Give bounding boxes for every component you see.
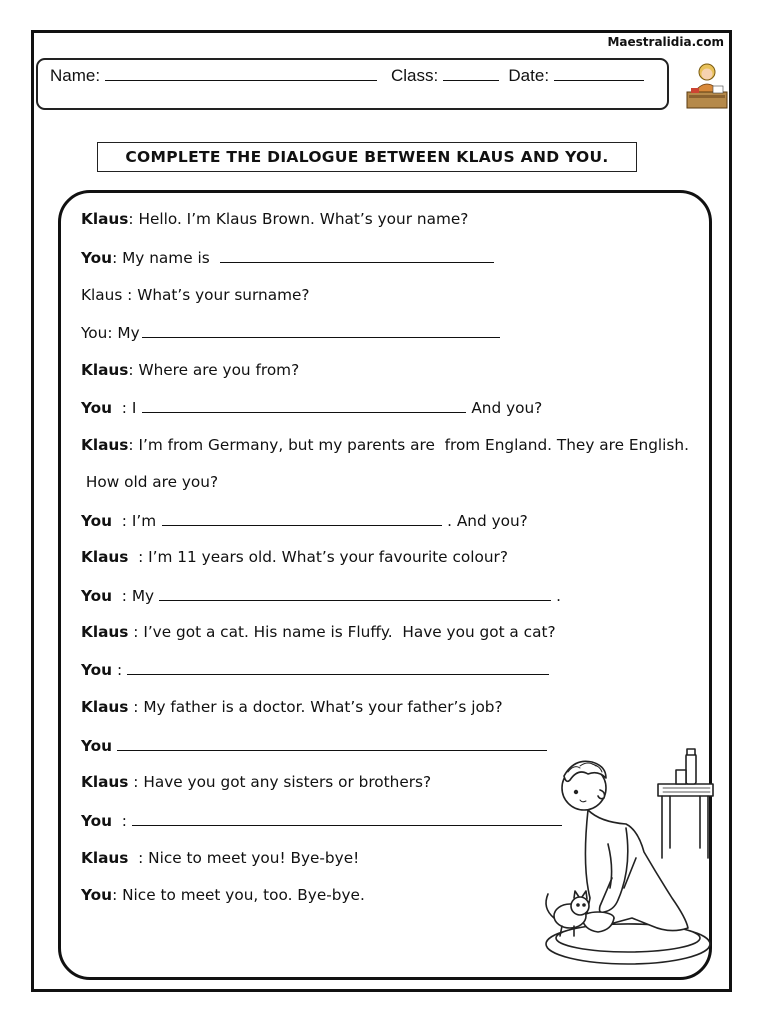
speaker-name: Klaus [81, 849, 129, 867]
speaker-name: Klaus [81, 623, 129, 641]
dialogue-text: Klaus : What’s your surname? [81, 286, 310, 304]
answer-blank[interactable] [117, 736, 547, 751]
dialogue-line [81, 436, 689, 454]
class-label: Class: [390, 66, 439, 85]
dialogue-text: Nice to meet you! Bye-bye! [148, 849, 360, 867]
speaker-name: You [81, 587, 113, 605]
name-blank[interactable] [105, 66, 377, 81]
dialogue-line [81, 586, 561, 605]
dialogue-line [81, 849, 359, 867]
speaker-name: You [81, 661, 113, 679]
dialogue-line [81, 736, 547, 755]
speaker-separator: : [128, 698, 144, 716]
speaker-separator: : [128, 210, 139, 228]
dialogue-line [81, 361, 299, 379]
dialogue-text: Have you got any sisters or brothers? [143, 773, 432, 791]
dialogue-line [81, 660, 549, 679]
speaker-name: You [81, 812, 113, 830]
dialogue-text-after: . And you? [447, 512, 528, 530]
answer-blank[interactable] [142, 323, 500, 338]
dialogue-line [81, 548, 508, 566]
dialogue-text: My father is a doctor. What’s your father’s job? [143, 698, 503, 716]
speaker-name: You [81, 249, 113, 267]
answer-blank[interactable] [162, 511, 442, 526]
speaker-separator: : [128, 623, 144, 641]
dialogue-text: Nice to meet you, too. Bye-bye. [122, 886, 365, 904]
speaker-name: Klaus [81, 773, 129, 791]
speaker-separator: : [128, 436, 139, 454]
site-credit: Maestralidia.com [607, 35, 724, 49]
dialogue-text: I’m from Germany, but my parents are from England. They are English. [138, 436, 689, 454]
speaker-name: Klaus [81, 361, 129, 379]
dialogue-text-after: . [556, 587, 561, 605]
dialogue-line [81, 811, 562, 830]
dialogue-line [81, 323, 500, 342]
dialogue-line [81, 248, 494, 267]
speaker-name: You [81, 512, 113, 530]
speaker-separator: : [128, 548, 149, 566]
dialogue-line [81, 623, 556, 641]
answer-blank[interactable] [159, 586, 551, 601]
answer-blank[interactable] [132, 811, 562, 826]
speaker-separator: : [112, 587, 132, 605]
dialogue-text: I’m [131, 512, 157, 530]
speaker-name: You [81, 399, 113, 417]
speaker-separator: : [128, 773, 144, 791]
dialogue-text: I’ve got a cat. His name is Fluffy. Have you got a cat? [143, 623, 556, 641]
dialogue-text: You: My [81, 324, 140, 342]
speaker-separator: : [112, 661, 123, 679]
dialogue-text: I [131, 399, 137, 417]
name-class-date-line [50, 66, 644, 86]
speaker-separator: : [112, 399, 132, 417]
answer-blank[interactable] [127, 660, 549, 675]
speaker-separator: : [112, 812, 127, 830]
dialogue-line [81, 511, 528, 530]
dialogue-text: Where are you from? [138, 361, 300, 379]
speaker-name: Klaus [81, 436, 129, 454]
answer-blank[interactable] [142, 398, 466, 413]
dialogue-line [81, 210, 468, 228]
boy-feeding-kitten-illustration [540, 748, 720, 968]
dialogue-line [81, 698, 503, 716]
speaker-name: You [81, 737, 113, 755]
dialogue-text: Hello. I’m Klaus Brown. What’s your name? [138, 210, 469, 228]
dialogue-line [81, 398, 542, 417]
speaker-separator: : [112, 512, 132, 530]
speaker-name: Klaus [81, 548, 129, 566]
dialogue-text: I’m 11 years old. What’s your favourite colour? [148, 548, 508, 566]
dialogue-text: How old are you? [81, 473, 219, 491]
teacher-at-desk-icon [683, 58, 731, 112]
dialogue-line [81, 886, 365, 904]
dialogue-text: My name is [122, 249, 210, 267]
date-label: Date: [508, 66, 550, 85]
speaker-name: You [81, 886, 113, 904]
speaker-separator: : [128, 361, 139, 379]
answer-blank[interactable] [220, 248, 494, 263]
name-label: Name: [50, 66, 101, 85]
speaker-separator: : [128, 849, 149, 867]
speaker-name: Klaus [81, 698, 129, 716]
dialogue-text-after: And you? [471, 399, 543, 417]
dialogue-text: My [131, 587, 155, 605]
dialogue-line [81, 773, 431, 791]
speaker-name: Klaus [81, 210, 129, 228]
dialogue-line [81, 473, 218, 491]
speaker-separator: : [112, 886, 123, 904]
date-blank[interactable] [554, 66, 644, 81]
dialogue-line [81, 286, 310, 304]
speaker-separator: : [112, 249, 123, 267]
class-blank[interactable] [443, 66, 499, 81]
instruction-title: COMPLETE THE DIALOGUE BETWEEN KLAUS AND YOU. [97, 142, 637, 172]
